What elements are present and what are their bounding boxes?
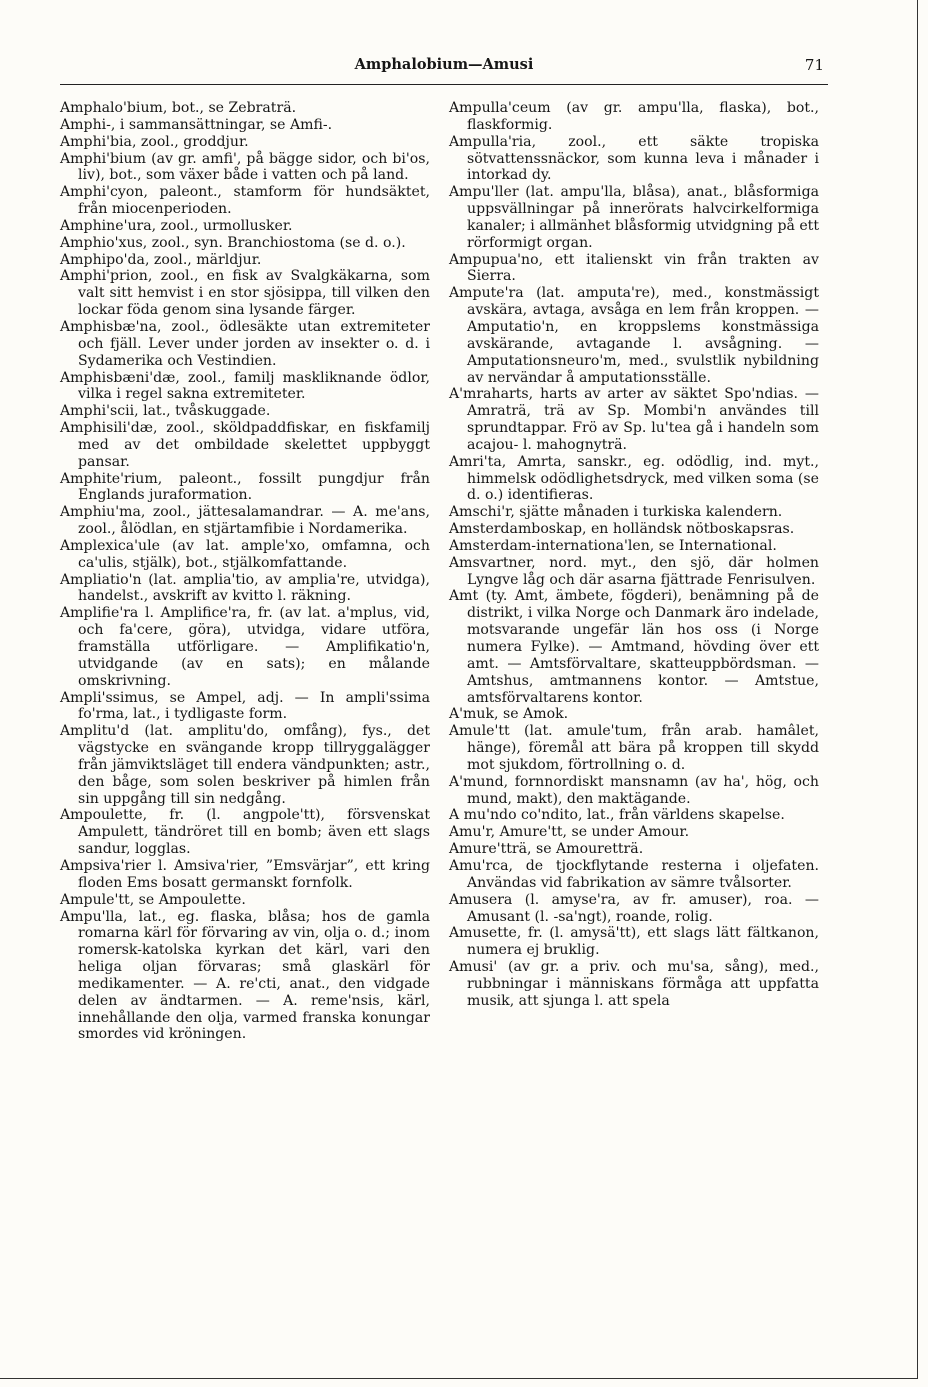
entry-amsvartner: Amsvartner, nord. myt., den sjö, där holmen Lyngve låg och där asarna fjättrade Fenrisulven. <box>449 554 819 588</box>
entry-amphalobium: Amphalo'bium, bot., se Zebraträ. <box>60 100 297 116</box>
entry-amphisbaenidae: Amphisbæni'dæ, zool., familj maskliknande ödlor, vilka i regel sakna extremiteter. <box>60 369 430 403</box>
entry-amphi: Amphi-, i sammansättningar, se Amfi-. <box>60 116 333 133</box>
entry-amund: A'mund, fornnordiskt mansnamn (av ha', hög, och mund, makt), den maktägande. <box>449 773 819 807</box>
entry-amurettra: Amure'tträ, se Amouretträ. <box>449 841 644 858</box>
right-column <box>449 100 819 1010</box>
entry-ampuller: Ampu'ller (lat. ampu'lla, blåsa), anat., blåsformiga uppsvällningar på innerörats halvcirkelformiga kanaler; i allmänhet blåsformig utvidgning på ett rörformigt organ. <box>449 184 820 251</box>
left-column <box>60 100 430 1043</box>
entry-amplifiera: Amplifie'ra l. Amplifice'ra, fr. (av lat. a'mplus, vid, och fa'cere, göra), utvidga, vidare utföra, framställa utförligare. — Amplifikatio'n, utvidgande (av en sats); en målande omskrivning. <box>60 605 430 689</box>
entry-amphipoda: Amphipo'da, zool., märldjur. <box>60 251 262 268</box>
page-header <box>60 54 828 85</box>
entry-ampulett: Ampule'tt, se Ampoulette. <box>60 891 246 908</box>
running-head: Amphalobium—Amusi <box>354 56 534 73</box>
entry-amrita: Amri'ta, Amrta, sanskr., eg. odödlig, ind. myt., himmelsk odödlighetsdryck, med vilken soma (se d. o.) identifieras. <box>449 453 819 504</box>
scan-edge-right <box>917 0 919 1379</box>
entry-a-mundo-condito: A mu'ndo co'ndito, lat., från världens skapelse. <box>449 807 785 824</box>
entry-amphibia: Amphi'bia, zool., groddjur. <box>60 133 249 150</box>
entry-amurca: Amu'rca, de tjockflytande resterna i oljefaten. Användas vid fabrikation av sämre tvålsorter. <box>449 857 819 891</box>
entry-amphicyon: Amphi'cyon, paleont., stamform för hundsäktet, från miocenperioden. <box>60 184 430 218</box>
entry-amphioxus: Amphio'xus, zool., syn. Branchiostoma (se d. o.). <box>60 234 406 251</box>
entry-ampsivarier: Ampsiva'rier l. Amsiva'rier, ”Emsvärjar”, ett kring floden Ems bosatt germanskt fornfolk. <box>60 857 430 891</box>
page-number: 71 <box>804 56 824 74</box>
entry-amplitud: Amplitu'd (lat. amplitu'do, omfång), fys., det vägstycke en svängande kropp tillryggalägger från jämviktsläget till endera vändpunkten; astr., den båge, som solen beskriver på himlen från sin uppgång till sin nedgång. <box>60 723 430 807</box>
entry-amplexicaule: Amplexica'ule (av lat. ample'xo, omfamna, och ca'ulis, stjälk), bot., stjälkomfattande. <box>60 537 430 571</box>
entry-ampupuano: Ampupua'no, ett italienskt vin från trakten av Sierra. <box>449 251 819 285</box>
entry-amusi: Amusi' (av gr. a priv. och mu'sa, sång), med., rubbningar i människans förmåga att uppfatta musik, att sjunga l. att spela <box>449 959 819 1009</box>
entry-amsterdamboskap: Amsterdamboskap, en holländsk nötboskapsras. <box>449 521 795 538</box>
entry-ampullaria: Ampulla'ria, zool., ett säkte tropiska sötvattenssnäckor, som kunna leva i månader i intorkad dy. <box>449 133 819 184</box>
scan-edge-bottom <box>0 1378 918 1380</box>
entry-amphisilidae: Amphisili'dæ, zool., sköldpaddfiskar, en fiskfamilj med av det ombildade skelettet uppbyggt pansar. <box>60 420 430 470</box>
entry-amphiterium: Amphite'rium, paleont., fossilt pungdjur från Englands juraformation. <box>60 470 430 504</box>
entry-amphiprion: Amphi'prion, zool., en fisk av Svalgkäkarna, som valt sitt hemvist i en stor sjösippa, till vilken den lockar föda genom sina lysande färger. <box>60 268 430 319</box>
entry-amschir: Amschi'r, sjätte månaden i turkiska kalendern. <box>449 504 783 521</box>
entry-amphibium: Amphi'bium (av gr. amfi', på bägge sidor, och bi'os, liv), bot., som växer både i vatten och på land. <box>60 150 430 184</box>
entry-amphiuma: Amphiu'ma, zool., jättesalamandrar. — A. me'ans, zool., ålödlan, en stjärtamfibie i Nordamerika. <box>60 504 430 538</box>
entry-amur: Amu'r, Amure'tt, se under Amour. <box>449 824 690 841</box>
entry-ampulla: Ampu'lla, lat., eg. flaska, blåsa; hos de gamla romarna kärl för förvaring av vin, olja o. d.; inom romersk-katolska kyrkan det kärl, vari den heliga oljan förvaras; små glaskärl för medikamenter. — A. re'cti, anat., den vidgade delen av ändtarmen. — A. reme'nsis, kärl, innehållande den olja, varmed franska konungar smordes vid kröningen. <box>60 908 430 1043</box>
entry-amraharts: A'mraharts, harts av arter av säktet Spo'ndias. — Amraträ, trä av Sp. Mombi'n användes till sprundtappar. Frö av Sp. lu'tea gå i handeln som acajou- l. mahognyträ. <box>449 386 819 453</box>
entry-amphineura: Amphine'ura, zool., urmollusker. <box>60 217 293 234</box>
entry-amsterdam-internationalen: Amsterdam-internationa'len, se International. <box>449 537 777 554</box>
entry-amphisbaena: Amphisbæ'na, zool., ödlesäkte utan extremiteter och fjäll. Lever under jorden av insekter o. d. i Sydamerika och Vestindien. <box>60 318 430 369</box>
entry-ampliation: Ampliatio'n (lat. amplia'tio, av amplia're, utvidga), handelst., avskrift av kvitto l. räkning. <box>60 571 430 605</box>
entry-ampoulette: Ampoulette, fr. (l. angpole'tt), försvenskat Ampulett, tändröret till en bomb; även ett slags sandur, logglas. <box>60 807 430 858</box>
entry-amuk: A'muk, se Amok. <box>449 706 569 723</box>
entry-amt: Amt (ty. Amt, ämbete, fögderi), benämning på de distrikt, i vilka Norge och Danmark äro indelade, motsvarande ungefär län hos oss (i Norge numera Fylke). — Amtmand, hövding över ett amt. — Amtsförvaltare, skatteuppbördsman. — Amtshus, amtmannens kontor. — Amtstue, amtsförvaltarens kontor. <box>449 588 819 706</box>
entry-amphiscii: Amphi'scii, lat., tvåskuggade. <box>60 403 271 420</box>
entry-amusette: Amusette, fr. (l. amysä'tt), ett slags lätt fältkanon, numera ej bruklig. <box>449 925 819 959</box>
entry-amulett: Amule'tt (lat. amule'tum, från arab. hamâlet, hänge), föremål att bära på kroppen till skydd mot sjukdom, förtrollning o. d. <box>449 723 819 773</box>
entry-ampullaceum: Ampulla'ceum (av gr. ampu'lla, flaska), bot., flaskformig. <box>449 100 819 133</box>
entry-amplissimus: Ampli'ssimus, se Ampel, adj. — In ampli'ssima fo'rma, lat., i tydligaste form. <box>60 689 430 723</box>
entry-amputera: Ampute'ra (lat. amputa're), med., konstmässigt avskära, avtaga, avsåga en lem från kroppen. — Amputatio'n, en kroppslems konstmässiga avskärande, avtagande l. avsågning. — Amputationsneuro'm, med., svulstlik nybildning av nervändar å amputationsställe. <box>449 285 819 386</box>
entry-amusera: Amusera (l. amyse'ra, av fr. amuser), roa. — Amusant (l. -sa'ngt), roande, rolig. <box>449 891 819 925</box>
